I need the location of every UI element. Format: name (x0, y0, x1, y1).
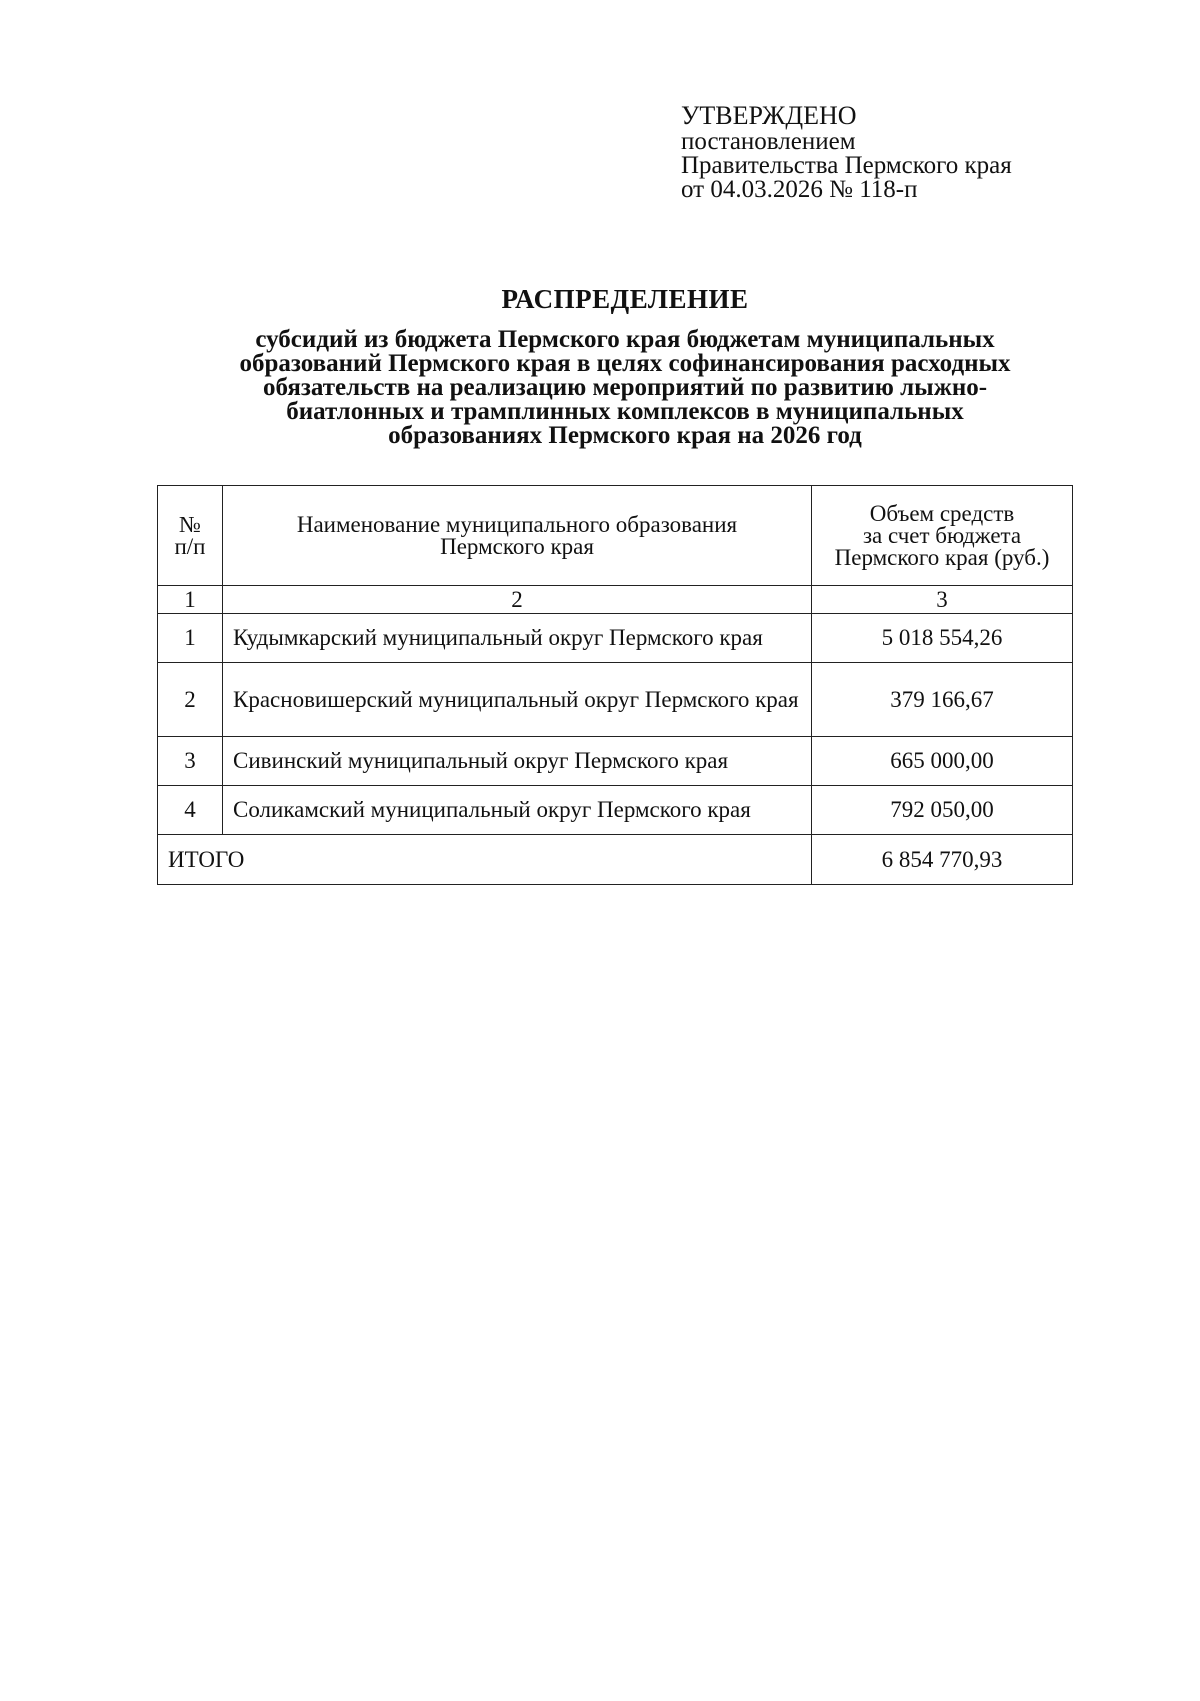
approval-stamp (681, 102, 1141, 202)
document-title: РАСПРЕДЕЛЕНИЕ (501, 284, 749, 314)
total-label: ИТОГО (158, 835, 812, 885)
row-num: 2 (158, 663, 223, 737)
header-sum-line: Объем средств (869, 500, 1015, 526)
column-index: 2 (223, 586, 812, 614)
approval-line-3: от 04.03.2026 № 118-п (681, 176, 918, 203)
subtitle-line: биатлонных и трамплинных комплексов в муниципальных (286, 398, 964, 425)
subtitle-line: образований Пермского края в целях софинансирования расходных (239, 350, 1011, 377)
row-sum: 5 018 554,26 (812, 614, 1073, 663)
total-row (158, 835, 1073, 885)
table-row (158, 614, 1073, 663)
row-num: 4 (158, 786, 223, 835)
total-sum: 6 854 770,93 (812, 835, 1073, 885)
header-sum-line: за счет бюджета (862, 522, 1022, 548)
table-row (158, 737, 1073, 786)
header-sum-line: Пермского края (руб.) (834, 544, 1050, 570)
header-name-line: Пермского края (440, 533, 594, 559)
distribution-table (157, 485, 1073, 885)
table-header-row (158, 486, 1073, 586)
header-sum (812, 486, 1073, 586)
row-name: Соликамский муниципальный округ Пермского края (223, 786, 812, 835)
approval-line-2: Правительства Пермского края (681, 152, 1012, 179)
table-row (158, 786, 1073, 835)
row-sum: 379 166,67 (812, 663, 1073, 737)
header-num (158, 486, 223, 586)
row-num: 1 (158, 614, 223, 663)
subtitle-line: образованиях Пермского края на 2026 год (388, 422, 862, 449)
row-name: Сивинский муниципальный округ Пермского края (223, 737, 812, 786)
row-num: 3 (158, 737, 223, 786)
row-sum: 792 050,00 (812, 786, 1073, 835)
column-index: 1 (158, 586, 223, 614)
header-name-line: Наименование муниципального образования (296, 511, 738, 537)
column-index-row (158, 586, 1073, 614)
row-sum: 665 000,00 (812, 737, 1073, 786)
row-name: Красновишерский муниципальный округ Пермского края (223, 663, 812, 737)
header-num-line: п/п (174, 533, 206, 559)
subtitle-line: обязательств на реализацию мероприятий по развитию лыжно- (262, 374, 988, 401)
approval-heading: УТВЕРЖДЕНО (681, 101, 857, 130)
header-name (223, 486, 812, 586)
document-subtitle (150, 328, 1100, 448)
row-name: Кудымкарский муниципальный округ Пермского края (223, 614, 812, 663)
table-row (158, 663, 1073, 737)
approval-line-1: постановлением (681, 128, 856, 155)
header-num-line: № (179, 511, 201, 537)
column-index: 3 (812, 586, 1073, 614)
subtitle-line: субсидий из бюджета Пермского края бюджетам муниципальных (255, 326, 995, 353)
